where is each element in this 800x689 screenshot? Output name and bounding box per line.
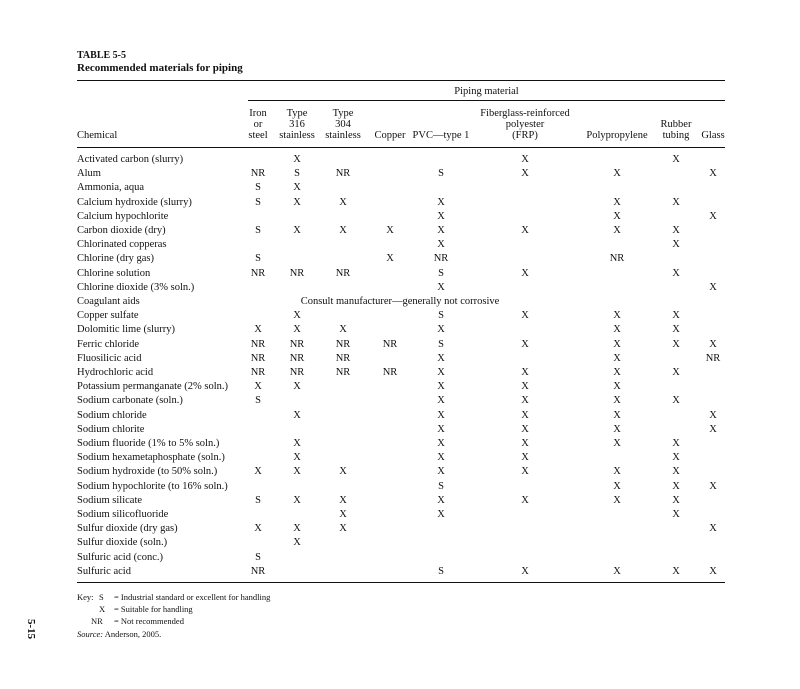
- rating-cell-frp: X: [521, 154, 529, 165]
- rating-cell-polypropylene: X: [613, 310, 621, 322]
- rating-cell-type304: X: [339, 494, 347, 506]
- rating-cell-polypropylene: X: [613, 409, 621, 421]
- rating-cell-pvc: S: [438, 267, 444, 279]
- chemical-name: Sodium fluoride (1% to 5% soln.): [77, 438, 220, 449]
- chemical-name: Sulfur dioxide (soln.): [77, 537, 168, 549]
- rating-cell-polypropylene: X: [613, 423, 621, 435]
- column-header-line: Copper: [374, 130, 406, 141]
- rating-cell-polypropylene: X: [613, 352, 621, 364]
- chemical-name: Sodium carbonate (soln.): [77, 395, 183, 407]
- column-header-glass: [653, 130, 773, 141]
- rating-cell-type316: X: [293, 225, 301, 236]
- rating-cell-type304: X: [339, 324, 347, 336]
- table-row: [0, 565, 800, 579]
- chemical-name: Sodium hexametaphosphate (soln.): [77, 452, 225, 464]
- rating-cell-polypropylene: X: [613, 438, 621, 449]
- rating-cell-rubber: X: [672, 480, 680, 492]
- rating-cell-pvc: S: [438, 565, 444, 577]
- column-header-line: 316: [289, 119, 305, 130]
- rating-cell-type316: X: [293, 310, 301, 322]
- rating-cell-pvc: X: [437, 239, 445, 251]
- rating-cell-polypropylene: NR: [609, 253, 625, 265]
- rating-cell-type304: NR: [335, 367, 351, 378]
- rating-cell-rubber: X: [672, 494, 680, 506]
- rating-cell-glass: X: [709, 423, 717, 435]
- rating-cell-pvc: X: [437, 409, 445, 421]
- rating-cell-glass: X: [709, 281, 717, 293]
- top-rule: [77, 80, 725, 81]
- chemical-name: Sodium chlorite: [77, 423, 145, 435]
- rating-cell-rubber: X: [672, 338, 680, 350]
- column-header-line: Type: [286, 108, 308, 119]
- table-row: [0, 196, 800, 210]
- table-row: [0, 423, 800, 437]
- source-text: Anderson, 2005.: [104, 629, 162, 639]
- rating-cell-type316: X: [293, 409, 301, 421]
- table-row: [0, 267, 800, 281]
- rating-cell-pvc: NR: [433, 253, 449, 265]
- table-row: [0, 338, 800, 352]
- rating-cell-glass: X: [709, 565, 717, 577]
- rating-cell-pvc: X: [437, 324, 445, 336]
- table-row: [0, 352, 800, 366]
- rating-cell-pvc: X: [437, 367, 445, 378]
- column-header-line: or: [253, 119, 263, 130]
- rating-cell-type316: X: [293, 466, 301, 478]
- rating-cell-pvc: X: [437, 395, 445, 407]
- rating-cell-frp: X: [521, 267, 529, 279]
- rating-cell-pvc: S: [438, 338, 444, 350]
- rating-cell-frp: X: [521, 225, 529, 236]
- column-header-line: Glass: [701, 130, 725, 141]
- rating-cell-rubber: X: [672, 452, 680, 464]
- chemical-name: Carbon dioxide (dry): [77, 225, 166, 236]
- rating-cell-iron_steel: X: [254, 324, 262, 336]
- rating-cell-pvc: S: [438, 480, 444, 492]
- chemical-name: Chlorine solution: [77, 267, 151, 279]
- chemical-name: Calcium hypochlorite: [77, 210, 169, 222]
- chemical-name: Fluosilicic acid: [77, 352, 142, 364]
- rating-cell-rubber: X: [672, 154, 680, 165]
- chemical-name: Sulfuric acid: [77, 565, 131, 577]
- rating-cell-polypropylene: X: [613, 225, 621, 236]
- rating-cell-frp: X: [521, 310, 529, 322]
- chemical-name: Coagulant aids: [77, 296, 140, 307]
- key-meaning-s: = Industrial standard or excellent for handling: [114, 592, 271, 602]
- rating-cell-pvc: X: [437, 210, 445, 222]
- rating-cell-iron_steel: NR: [250, 352, 266, 364]
- rating-cell-pvc: X: [437, 423, 445, 435]
- rating-cell-polypropylene: X: [613, 210, 621, 222]
- chemical-name: Ammonia, aqua: [77, 182, 145, 194]
- rating-cell-pvc: X: [437, 452, 445, 464]
- rating-cell-pvc: X: [437, 196, 445, 208]
- chemical-name: Activated carbon (slurry): [77, 154, 184, 165]
- key-label: Key:: [77, 592, 94, 602]
- chemical-name: Sulfur dioxide (dry gas): [77, 523, 178, 535]
- rating-cell-rubber: X: [672, 225, 680, 236]
- rating-cell-frp: X: [521, 565, 529, 577]
- rating-cell-iron_steel: S: [255, 225, 261, 236]
- rating-cell-rubber: X: [672, 395, 680, 407]
- chemical-name: Hydrochloric acid: [77, 367, 154, 378]
- rating-cell-polypropylene: X: [613, 168, 621, 180]
- rating-cell-type304: X: [339, 466, 347, 478]
- rating-cell-iron_steel: S: [255, 253, 261, 265]
- rating-cell-frp: X: [521, 381, 529, 393]
- chemical-name: Sodium silicate: [77, 494, 143, 506]
- rating-cell-copper: NR: [382, 338, 398, 350]
- rating-cell-iron_steel: S: [255, 196, 261, 208]
- table-row: [0, 536, 800, 550]
- rating-cell-rubber: X: [672, 310, 680, 322]
- table-row: [0, 210, 800, 224]
- column-header-line: stainless: [325, 130, 361, 141]
- chemical-name: Sodium hydroxide (to 50% soln.): [77, 466, 218, 478]
- column-header-line: Fiberglass-reinforced: [480, 108, 570, 119]
- column-header-line: Type: [332, 108, 354, 119]
- rating-cell-glass: X: [709, 168, 717, 180]
- column-header-line: Polypropylene: [586, 130, 648, 141]
- table-row: [0, 508, 800, 522]
- rating-cell-glass: X: [709, 210, 717, 222]
- table-row: [0, 281, 800, 295]
- rating-cell-frp: X: [521, 367, 529, 378]
- rating-cell-polypropylene: X: [613, 395, 621, 407]
- rating-cell-iron_steel: NR: [250, 367, 266, 378]
- rating-cell-rubber: X: [672, 196, 680, 208]
- column-header-line: Iron: [249, 108, 267, 119]
- rating-cell-frp: X: [521, 452, 529, 464]
- table-row: [0, 366, 800, 380]
- source-label: Source:: [77, 629, 104, 639]
- rating-cell-iron_steel: NR: [250, 338, 266, 350]
- table-row: [0, 437, 800, 451]
- rating-cell-pvc: X: [437, 225, 445, 236]
- rating-cell-iron_steel: X: [254, 523, 262, 535]
- rating-cell-pvc: S: [438, 310, 444, 322]
- rating-cell-frp: X: [521, 168, 529, 180]
- rating-cell-type304: NR: [335, 352, 351, 364]
- rating-cell-polypropylene: X: [613, 196, 621, 208]
- rating-cell-polypropylene: X: [613, 324, 621, 336]
- table-row: [0, 522, 800, 536]
- key-symbol-x: X: [99, 604, 106, 614]
- column-header-chemical: [77, 130, 117, 141]
- rating-cell-frp: X: [521, 466, 529, 478]
- rating-cell-copper: X: [386, 253, 394, 265]
- rating-cell-pvc: X: [437, 466, 445, 478]
- chemical-name: Sodium chloride: [77, 409, 147, 421]
- rating-cell-type316: NR: [289, 338, 305, 350]
- table-row: [0, 252, 800, 266]
- rating-cell-rubber: X: [672, 367, 680, 378]
- rating-cell-polypropylene: X: [613, 367, 621, 378]
- rating-cell-copper: NR: [382, 367, 398, 378]
- rating-cell-pvc: X: [437, 381, 445, 393]
- rating-cell-type316: NR: [289, 367, 305, 378]
- column-header-line: tubing: [662, 130, 690, 141]
- chemical-name: Sulfuric acid (conc.): [77, 551, 164, 563]
- rating-cell-polypropylene: X: [613, 466, 621, 478]
- table-row: [0, 181, 800, 195]
- group-header: Piping material: [454, 86, 519, 97]
- column-header-line: Chemical: [77, 130, 118, 141]
- column-header-line: (FRP): [512, 130, 538, 141]
- key-symbol-s: S: [99, 592, 104, 602]
- rating-cell-frp: X: [521, 409, 529, 421]
- chemical-name: Copper sulfate: [77, 310, 139, 322]
- chemical-name: Chlorine (dry gas): [77, 253, 154, 265]
- rating-cell-rubber: X: [672, 565, 680, 577]
- rating-cell-frp: X: [521, 438, 529, 449]
- table-title: Recommended materials for piping: [77, 62, 243, 74]
- key-meaning-nr: = Not recommended: [114, 616, 184, 626]
- rating-cell-type316: X: [293, 438, 301, 449]
- rating-cell-iron_steel: S: [255, 182, 261, 194]
- column-header-line: stainless: [279, 130, 315, 141]
- rating-cell-polypropylene: X: [613, 565, 621, 577]
- group-rule: [248, 100, 725, 101]
- rating-cell-rubber: X: [672, 267, 680, 279]
- chemical-name: Chlorine dioxide (3% soln.): [77, 281, 195, 293]
- column-header-line: polyester: [505, 119, 545, 130]
- table-row: [0, 494, 800, 508]
- rating-cell-pvc: X: [437, 509, 445, 520]
- rating-cell-type316: X: [293, 154, 301, 165]
- table-row: [0, 295, 800, 309]
- table-row: [0, 551, 800, 565]
- table-row: [0, 238, 800, 252]
- rating-cell-glass: X: [709, 523, 717, 535]
- column-header-line: Rubber: [660, 119, 692, 130]
- rating-cell-iron_steel: X: [254, 381, 262, 393]
- page-number: 5-15: [25, 619, 37, 640]
- source-line: [77, 629, 161, 639]
- rating-cell-type316: X: [293, 324, 301, 336]
- rating-cell-iron_steel: S: [255, 494, 261, 506]
- rating-cell-pvc: S: [438, 168, 444, 180]
- rating-cell-type316: NR: [289, 267, 305, 279]
- rating-cell-frp: X: [521, 494, 529, 506]
- table-row: [0, 394, 800, 408]
- chemical-name: Sodium silicofluoride: [77, 509, 169, 520]
- key-symbol-nr: NR: [91, 616, 103, 626]
- rating-cell-iron_steel: NR: [250, 168, 266, 180]
- rating-cell-polypropylene: X: [613, 480, 621, 492]
- table-row: [0, 465, 800, 479]
- rating-cell-type304: X: [339, 225, 347, 236]
- rating-cell-glass: X: [709, 409, 717, 421]
- table-row: [0, 380, 800, 394]
- rating-cell-iron_steel: NR: [250, 267, 266, 279]
- rating-cell-rubber: X: [672, 438, 680, 449]
- rating-cell-iron_steel: X: [254, 466, 262, 478]
- table-row: [0, 480, 800, 494]
- column-header-line: 304: [335, 119, 351, 130]
- rating-cell-type316: X: [293, 523, 301, 535]
- row-note: Consult manufacturer—generally not corrosive: [300, 296, 500, 307]
- rating-cell-rubber: X: [672, 324, 680, 336]
- rating-cell-type316: X: [293, 494, 301, 506]
- chemical-name: Dolomitic lime (slurry): [77, 324, 175, 336]
- rating-cell-glass: X: [709, 480, 717, 492]
- rating-cell-type304: X: [339, 509, 347, 520]
- chemical-name: Calcium hydroxide (slurry): [77, 196, 192, 208]
- rating-cell-rubber: X: [672, 466, 680, 478]
- rating-cell-frp: X: [521, 423, 529, 435]
- chemical-name: Ferric chloride: [77, 338, 140, 350]
- rating-cell-frp: X: [521, 338, 529, 350]
- rating-cell-glass: NR: [705, 352, 721, 364]
- bottom-rule: [77, 582, 725, 583]
- chemical-name: Alum: [77, 168, 101, 180]
- rating-cell-polypropylene: X: [613, 494, 621, 506]
- rating-cell-type316: X: [293, 182, 301, 194]
- rating-cell-type304: NR: [335, 267, 351, 279]
- chemical-name: Sodium hypochlorite (to 16% soln.): [77, 480, 228, 492]
- rating-cell-type316: X: [293, 537, 301, 549]
- rating-cell-frp: X: [521, 395, 529, 407]
- table-row: [0, 153, 800, 167]
- rating-cell-rubber: X: [672, 509, 680, 520]
- table-row: [0, 167, 800, 181]
- table-row: [0, 309, 800, 323]
- rating-cell-type316: X: [293, 381, 301, 393]
- key-meaning-x: = Suitable for handling: [114, 604, 193, 614]
- rating-cell-type304: NR: [335, 338, 351, 350]
- rating-cell-copper: X: [386, 225, 394, 236]
- table-row: [0, 451, 800, 465]
- rating-cell-pvc: X: [437, 438, 445, 449]
- rating-cell-pvc: X: [437, 281, 445, 293]
- rating-cell-pvc: X: [437, 352, 445, 364]
- rating-cell-rubber: X: [672, 239, 680, 251]
- rating-cell-type304: X: [339, 196, 347, 208]
- rating-cell-pvc: X: [437, 494, 445, 506]
- rating-cell-iron_steel: S: [255, 551, 261, 563]
- column-header-line: PVC—type 1: [412, 130, 470, 141]
- rating-cell-polypropylene: X: [613, 381, 621, 393]
- rating-cell-type304: X: [339, 523, 347, 535]
- table-row: [0, 323, 800, 337]
- rating-cell-glass: X: [709, 338, 717, 350]
- rating-cell-type316: X: [293, 452, 301, 464]
- chemical-name: Chlorinated copperas: [77, 239, 167, 251]
- rating-cell-type316: X: [293, 196, 301, 208]
- rating-cell-iron_steel: S: [255, 395, 261, 407]
- header-rule: [77, 147, 725, 148]
- column-header-line: steel: [248, 130, 268, 141]
- rating-cell-type316: NR: [289, 352, 305, 364]
- rating-cell-type304: NR: [335, 168, 351, 180]
- table-label: TABLE 5-5: [77, 50, 126, 61]
- rating-cell-type316: S: [294, 168, 300, 180]
- chemical-name: Potassium permanganate (2% soln.): [77, 381, 229, 393]
- rating-cell-iron_steel: NR: [250, 565, 266, 577]
- rating-cell-polypropylene: X: [613, 338, 621, 350]
- table-row: [0, 224, 800, 238]
- table-row: [0, 409, 800, 423]
